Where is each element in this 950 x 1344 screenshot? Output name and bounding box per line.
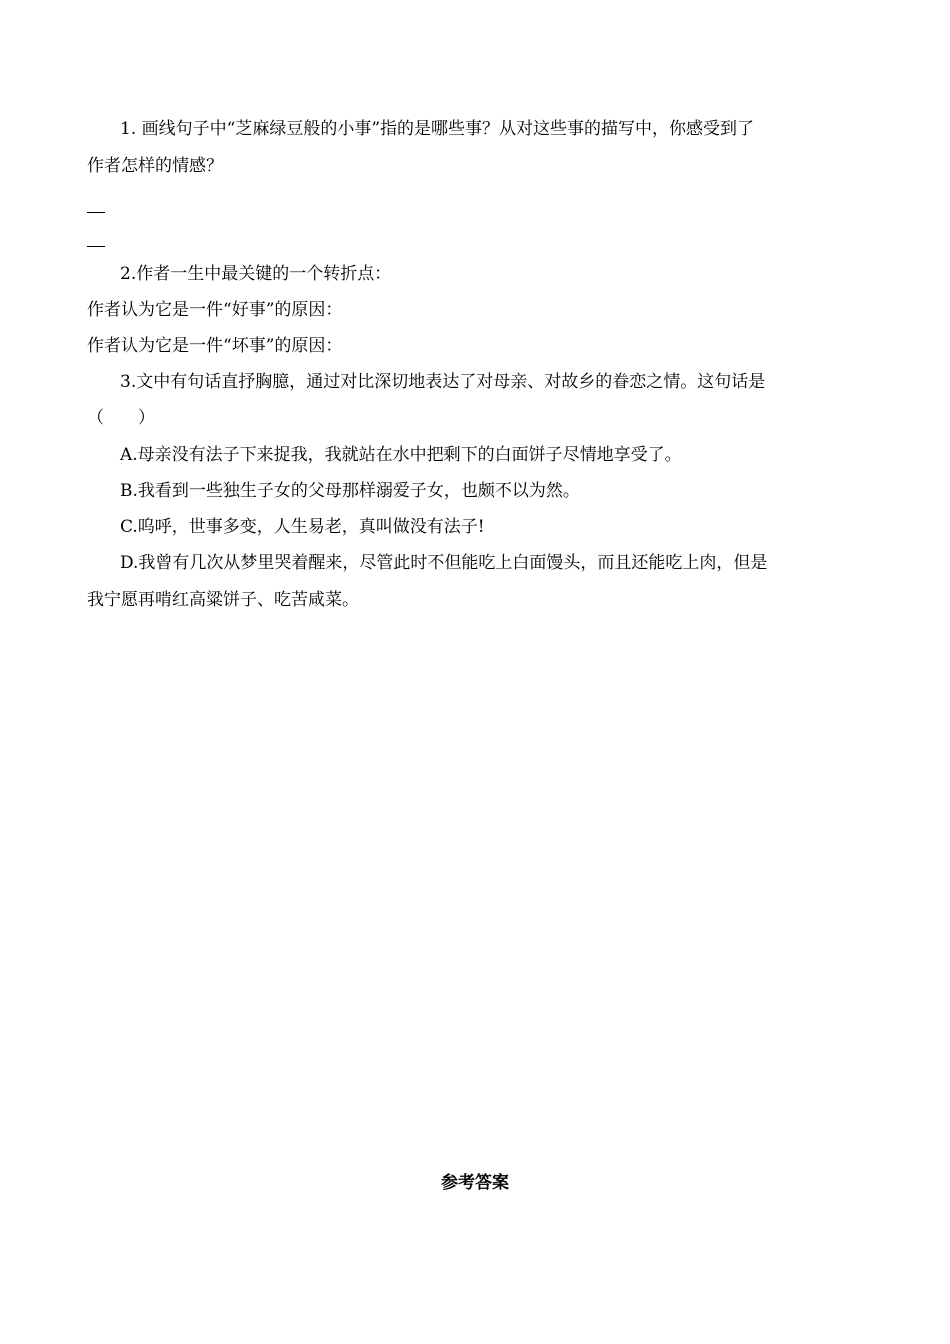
answer-blank-2 <box>87 246 105 247</box>
answer-key-title: 参考答案 <box>441 1173 509 1193</box>
question-3-paren: （ ） <box>87 408 155 428</box>
question-1-line-2: 作者怎样的情感？ <box>87 156 223 176</box>
option-b: B.我看到一些独生子女的父母那样溺爱子女，也颇不以为然。 <box>120 481 580 501</box>
option-a: A.母亲没有法子下来捉我，我就站在水中把剩下的白面饼子尽情地享受了。 <box>120 445 682 465</box>
question-2-bad-reason: 作者认为它是一件“坏事”的原因： <box>87 336 343 356</box>
question-2-good-reason: 作者认为它是一件“好事”的原因： <box>87 300 343 320</box>
option-c: C.呜呼，世事多变，人生易老，真叫做没有法子! <box>120 517 485 537</box>
question-3-line-1: 3.文中有句话直抒胸臆，通过对比深切地表达了对母亲、对故乡的眷恋之情。这句话是 <box>120 372 766 392</box>
answer-blank-1 <box>87 212 105 213</box>
option-d-line-2: 我宁愿再啃红高粱饼子、吃苦咸菜。 <box>87 590 359 610</box>
question-2-prompt: 2.作者一生中最关键的一个转折点： <box>120 264 392 284</box>
question-1-line-1: 1. 画线句子中“芝麻绿豆般的小事”指的是哪些事？从对这些事的描写中，你感受到了 <box>120 119 755 139</box>
option-d-line-1: D.我曾有几次从梦里哭着醒来，尽管此时不但能吃上白面馒头，而且还能吃上肉，但是 <box>120 553 768 573</box>
